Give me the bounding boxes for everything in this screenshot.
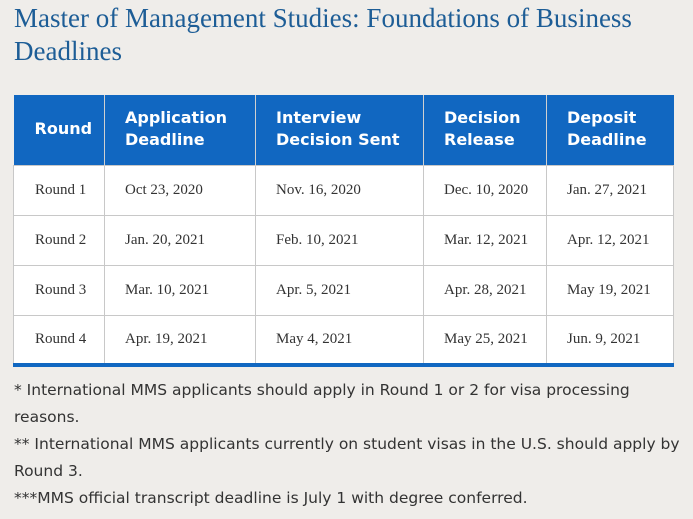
cell-interview-decision-sent: Nov. 16, 2020 [256,165,424,215]
cell-interview-decision-sent: Apr. 5, 2021 [256,265,424,315]
cell-application-deadline: Oct 23, 2020 [105,165,256,215]
header-row [14,95,674,165]
table-header [14,95,674,165]
table-row [14,265,674,315]
cell-round: Round 3 [14,265,105,315]
table-row [14,315,674,365]
header-decision-release: Decision Release [424,95,547,165]
deadlines-table [13,95,674,367]
header-round: Round [34,118,93,138]
table-row [14,165,674,215]
cell-decision-release: Apr. 28, 2021 [424,265,547,315]
header-deposit-deadline: Deposit Deadline [547,95,674,165]
table-body [14,165,674,365]
cell-deposit-deadline: Jan. 27, 2021 [547,165,674,215]
cell-decision-release: May 25, 2021 [424,315,547,365]
cell-deposit-deadline: Jun. 9, 2021 [547,315,674,365]
page-title: Master of Management Studies: Foundations of Business Deadlines [14,3,632,66]
footnote-transcript-deadline: ***MMS official transcript deadline is July 1 with degree conferred. [14,489,528,507]
cell-application-deadline: Mar. 10, 2021 [105,265,256,315]
table-row [14,215,674,265]
cell-interview-decision-sent: Feb. 10, 2021 [256,215,424,265]
cell-round: Round 1 [14,165,105,215]
cell-decision-release: Mar. 12, 2021 [424,215,547,265]
cell-deposit-deadline: May 19, 2021 [547,265,674,315]
cell-interview-decision-sent: May 4, 2021 [256,315,424,365]
header-application-deadline: Application Deadline [105,95,256,165]
deadlines-table-container [13,95,673,367]
cell-application-deadline: Jan. 20, 2021 [105,215,256,265]
footnote-visa-rounds: * International MMS applicants should apply in Round 1 or 2 for visa processing reasons. [14,381,630,426]
cell-decision-release: Dec. 10, 2020 [424,165,547,215]
footnote-student-visa: ** International MMS applicants currently on student visas in the U.S. should apply by Round 3. [14,435,680,480]
cell-round: Round 4 [14,315,105,365]
cell-round: Round 2 [14,215,105,265]
header-interview-decision-sent: Interview Decision Sent [256,95,424,165]
cell-deposit-deadline: Apr. 12, 2021 [547,215,674,265]
footnotes [14,377,684,512]
cell-application-deadline: Apr. 19, 2021 [105,315,256,365]
